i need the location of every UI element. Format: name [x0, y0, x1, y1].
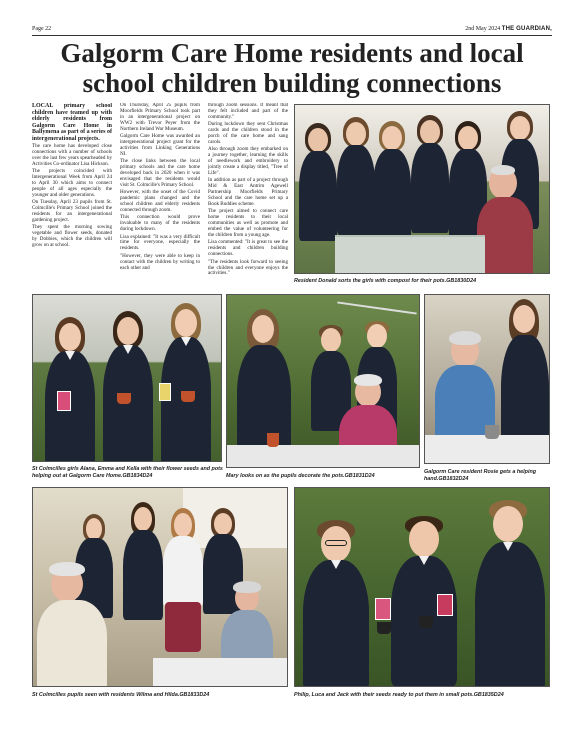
article-paragraph: However, with the onset of the Covid pandemic plans changed and the school children and elderly residents connected through zoom.: [120, 189, 200, 213]
caption-photo-6: Philip, Luca and Jack with their seeds ready to put them in small pots.GB1835D24: [294, 692, 504, 698]
article-paragraph: In addition as part of a project through Mid & East Antrim Agewell Partnership Moorfields Primary School and the care home set up a Book Buddies scheme.: [208, 177, 288, 207]
caption-photo-4: Galgorm Care resident Rosie gets a helping hand.GB1832D24: [424, 469, 537, 482]
article-paragraph: During lockdown they sent Christmas cards and the children stood in the porch of the care home and sang carols.: [208, 121, 288, 145]
photo-wilma-hilda: [32, 487, 288, 687]
article-paragraph: On Thursday, April 25 pupils from Moorfields Primary School took part in an intergenerational project on WW2 with Trevor Peyer from the Northern Ireland War Museum.: [120, 103, 200, 132]
caption-photo-5: St Colmcilles pupils seen with residents Wilma and Hilda.GB1833D24: [32, 692, 210, 698]
page-number: Page 22: [32, 26, 52, 32]
article-column-1: [32, 103, 112, 291]
article-paragraph: The projects coincided with Intergenerational Week from April 24 to April 30 which aims to connect people of all ages especially the younger and older generations.: [32, 168, 112, 198]
photo-donald-compost: [294, 104, 550, 274]
article-paragraph: Lisa explained: "It was a very difficult time for everyone, especially the residents.: [120, 233, 200, 252]
article-paragraph: Lisa commented: "It is great to see the residents and children building connections.: [208, 239, 288, 258]
article-paragraph: through zoom sessions. It meant that they felt included and part of the community.": [208, 103, 288, 120]
article-paragraph: On Tuesday, April 23 pupils from St. Colmcille's Primary School joined the residents for an intergenerational gardening project.: [32, 199, 112, 223]
article-paragraph: LOCAL primary school children have teamed up with elderly residents from Galgorm Care Home in Ballymena as part of a series of intergenerational projects.: [32, 103, 112, 142]
article-paragraph: This connection would prove invaluable to many of the residents during lockdown.: [120, 214, 200, 233]
article-paragraph: They spent the morning sowing vegetable and flower seeds, donated by Dobbies, which the children will grow on at school.: [32, 224, 112, 249]
article-paragraph: "The residents look forward to seeing the children and everyone enjoys the activities.": [208, 258, 288, 277]
caption-photo-1: Resident Donald sorts the girls with compost for their pots.GB1830D24: [294, 278, 477, 284]
issue-date: 2nd May 2024 THE GUARDIAN,: [465, 26, 552, 32]
article-paragraph: "However, they were able to keep in contact with the children by writing to each other and: [120, 252, 200, 271]
headline: Galgorm Care Home residents and local school children building connections: [60, 38, 524, 98]
photo-rosie-helping-hand: [424, 294, 550, 464]
article-body: [32, 103, 288, 291]
article-column-3: [208, 103, 288, 291]
photo-mary-decorate-pots: [226, 294, 420, 468]
article-paragraph: Galgorm Care Home was awarded an intergenerational project grant for the activities from Linking Generations NI.: [120, 133, 200, 157]
page-header: [32, 24, 552, 36]
photo-philip-luca-jack: [294, 487, 550, 687]
caption-photo-2: St Colmcilles girls Alana, Emma and Kella with their flower seeds and pots helping out at Galgorm Care Home.GB1834D24: [32, 466, 223, 479]
photo-girls-flower-seeds: [32, 294, 222, 462]
article-column-2: [120, 103, 200, 291]
caption-photo-3: Mary looks on as the pupils decorate the pots.GB1831D24: [226, 473, 375, 479]
article-paragraph: The care home has developed close connections with a number of schools over the last few years spearheaded by Activities Co-ordinator Lisa Hickson.: [32, 143, 112, 167]
article-paragraph: Also through zoom they embarked on a journey together, learning the skills of needlework and embroidery to jointly create a display titled, "Tree of Life".: [208, 146, 288, 176]
article-paragraph: The close links between the local primary schools and the care home developed back in 2020 when it was envisaged that the residents would visit St. Colmcille's Primary School.: [120, 158, 200, 188]
article-paragraph: The project aimed to connect care home residents to their local communities as well as promote and embed the value of volunteering for the children from a young age.: [208, 208, 288, 239]
